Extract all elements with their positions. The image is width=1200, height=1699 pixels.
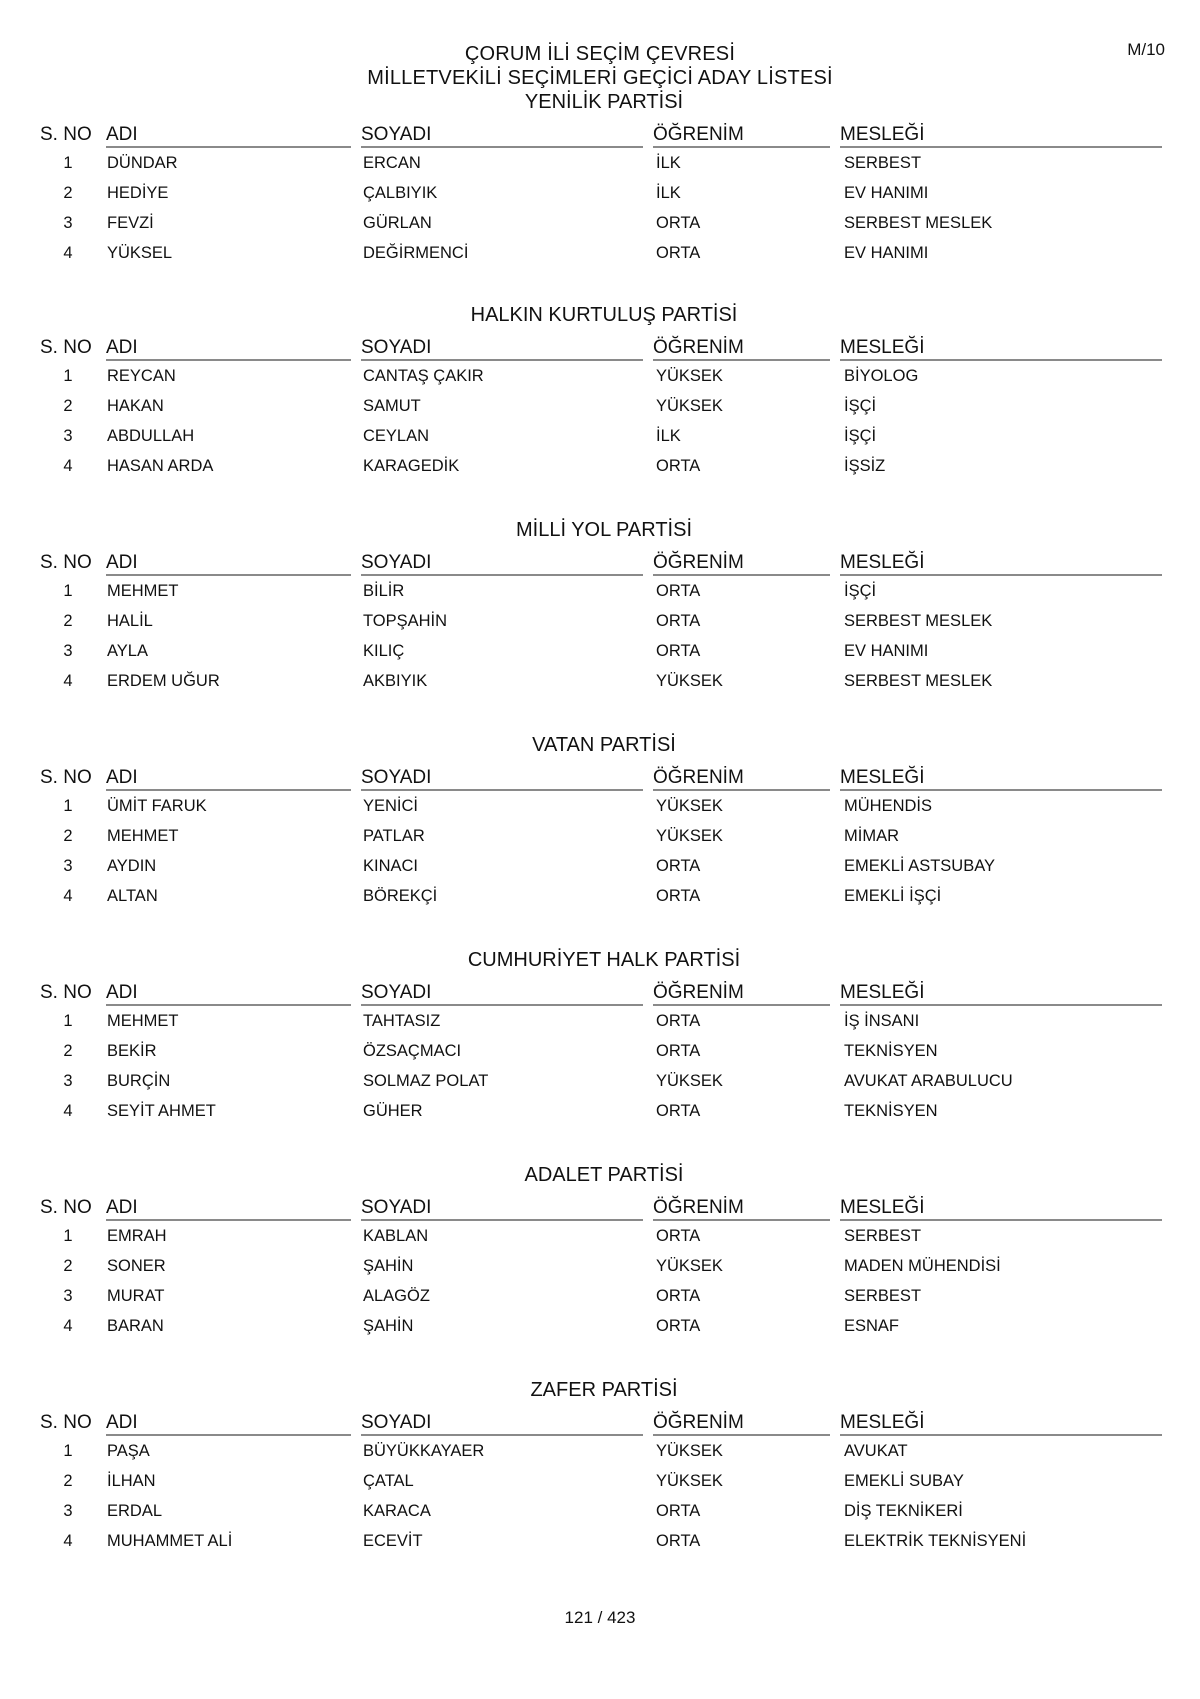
header-sno: S. NO bbox=[40, 337, 92, 358]
cell-sno: 2 bbox=[63, 826, 73, 845]
cell-surname: KARACA bbox=[363, 1501, 431, 1520]
cell-occupation: EMEKLİ İŞÇİ bbox=[844, 886, 942, 905]
cell-education: İLK bbox=[656, 426, 681, 445]
table-row bbox=[40, 851, 1168, 881]
cell-occupation: AVUKAT bbox=[844, 1441, 908, 1460]
cell-surname: BİLİR bbox=[363, 581, 405, 600]
header-name: ADI bbox=[106, 124, 351, 148]
cell-education: ORTA bbox=[656, 243, 701, 262]
cell-education: İLK bbox=[656, 153, 681, 172]
cell-sno: 4 bbox=[63, 671, 73, 690]
cell-occupation: TEKNİSYEN bbox=[844, 1041, 938, 1060]
header-surname: SOYADI bbox=[361, 1197, 643, 1221]
cell-occupation: EMEKLİ ASTSUBAY bbox=[844, 856, 995, 875]
header-education: ÖĞRENİM bbox=[653, 767, 830, 791]
cell-name: MURAT bbox=[107, 1286, 165, 1305]
party-section bbox=[40, 1378, 1168, 1556]
cell-sno: 4 bbox=[63, 1531, 73, 1550]
cell-name: HASAN ARDA bbox=[107, 456, 214, 475]
header-education: ÖĞRENİM bbox=[653, 337, 830, 361]
cell-surname: GÜHER bbox=[363, 1101, 423, 1120]
cell-name: HEDİYE bbox=[107, 183, 169, 202]
table-row bbox=[40, 636, 1168, 666]
table-header bbox=[40, 982, 1168, 1006]
header-education: ÖĞRENİM bbox=[653, 124, 830, 148]
cell-sno: 3 bbox=[63, 1071, 73, 1090]
cell-occupation: ESNAF bbox=[844, 1316, 900, 1335]
cell-name: SONER bbox=[107, 1256, 166, 1275]
cell-occupation: TEKNİSYEN bbox=[844, 1101, 938, 1120]
cell-name: ERDAL bbox=[107, 1501, 163, 1520]
cell-sno: 2 bbox=[63, 1471, 73, 1490]
cell-sno: 1 bbox=[63, 366, 73, 385]
table-row bbox=[40, 1496, 1168, 1526]
cell-surname: TAHTASIZ bbox=[363, 1011, 441, 1030]
header-list-title: MİLLETVEKİLİ SEÇİMLERİ GEÇİCİ ADAY LİSTESİ bbox=[367, 67, 833, 89]
cell-occupation: İŞÇİ bbox=[844, 581, 877, 600]
cell-occupation: İŞ İNSANI bbox=[844, 1011, 920, 1030]
cell-sno: 4 bbox=[63, 1316, 73, 1335]
cell-surname: CEYLAN bbox=[363, 426, 430, 445]
cell-name: SEYİT AHMET bbox=[107, 1101, 216, 1120]
cell-sno: 4 bbox=[63, 456, 73, 475]
table-row bbox=[40, 361, 1168, 391]
party-section bbox=[40, 90, 1168, 268]
header-sno: S. NO bbox=[40, 1412, 92, 1433]
cell-name: HAKAN bbox=[107, 396, 164, 415]
cell-education: ORTA bbox=[656, 1531, 701, 1550]
cell-sno: 1 bbox=[63, 1226, 73, 1245]
cell-surname: CANTAŞ ÇAKIR bbox=[363, 366, 484, 385]
page-number: 121 / 423 bbox=[564, 1608, 636, 1627]
table-row bbox=[40, 881, 1168, 911]
cell-education: ORTA bbox=[656, 1226, 701, 1245]
cell-occupation: AVUKAT ARABULUCU bbox=[844, 1071, 1013, 1090]
table-row bbox=[40, 1281, 1168, 1311]
header-occupation: MESLEĞİ bbox=[840, 767, 1162, 791]
header-name: ADI bbox=[106, 552, 351, 576]
header-education: ÖĞRENİM bbox=[653, 1412, 830, 1436]
party-section bbox=[40, 303, 1168, 481]
cell-sno: 2 bbox=[63, 611, 73, 630]
table-row bbox=[40, 606, 1168, 636]
header-occupation: MESLEĞİ bbox=[840, 337, 1162, 361]
cell-name: AYDIN bbox=[107, 856, 157, 875]
cell-occupation: MİMAR bbox=[844, 826, 899, 845]
cell-surname: PATLAR bbox=[363, 826, 425, 845]
table-header bbox=[40, 1412, 1168, 1436]
cell-occupation: MÜHENDİS bbox=[844, 796, 933, 815]
cell-occupation: DİŞ TEKNİKERİ bbox=[844, 1501, 963, 1520]
table-row bbox=[40, 208, 1168, 238]
cell-surname: DEĞİRMENCİ bbox=[363, 243, 469, 262]
cell-education: ORTA bbox=[656, 1316, 701, 1335]
cell-surname: TOPŞAHİN bbox=[363, 611, 448, 630]
table-row bbox=[40, 666, 1168, 696]
party-title: HALKIN KURTULUŞ PARTİSİ bbox=[470, 304, 738, 326]
cell-surname: GÜRLAN bbox=[363, 213, 432, 232]
cell-education: YÜKSEK bbox=[656, 796, 723, 815]
cell-education: YÜKSEK bbox=[656, 1071, 723, 1090]
cell-surname: SAMUT bbox=[363, 396, 421, 415]
cell-education: YÜKSEK bbox=[656, 826, 723, 845]
cell-sno: 1 bbox=[63, 1441, 73, 1460]
table-row bbox=[40, 1066, 1168, 1096]
cell-occupation: İŞÇİ bbox=[844, 396, 877, 415]
cell-occupation: SERBEST bbox=[844, 1286, 922, 1305]
header-surname: SOYADI bbox=[361, 337, 643, 361]
document-header bbox=[0, 42, 1200, 90]
table-row bbox=[40, 1036, 1168, 1066]
cell-name: İLHAN bbox=[107, 1471, 156, 1490]
cell-surname: ŞAHİN bbox=[363, 1316, 414, 1335]
party-section bbox=[40, 518, 1168, 696]
header-surname: SOYADI bbox=[361, 982, 643, 1006]
cell-surname: BÖREKÇİ bbox=[363, 886, 438, 905]
header-sno: S. NO bbox=[40, 982, 92, 1003]
party-title: YENİLİK PARTİSİ bbox=[524, 91, 684, 113]
table-row bbox=[40, 576, 1168, 606]
cell-education: YÜKSEK bbox=[656, 366, 723, 385]
header-education: ÖĞRENİM bbox=[653, 552, 830, 576]
cell-surname: YENİCİ bbox=[363, 796, 419, 815]
header-sno: S. NO bbox=[40, 552, 92, 573]
cell-education: ORTA bbox=[656, 886, 701, 905]
cell-surname: ERCAN bbox=[363, 153, 421, 172]
header-education: ÖĞRENİM bbox=[653, 1197, 830, 1221]
header-occupation: MESLEĞİ bbox=[840, 552, 1162, 576]
header-education: ÖĞRENİM bbox=[653, 982, 830, 1006]
cell-name: BARAN bbox=[107, 1316, 164, 1335]
cell-occupation: MADEN MÜHENDİSİ bbox=[844, 1256, 1001, 1275]
cell-surname: KINACI bbox=[363, 856, 419, 875]
cell-education: ORTA bbox=[656, 456, 701, 475]
cell-sno: 4 bbox=[63, 1101, 73, 1120]
cell-name: MEHMET bbox=[107, 826, 179, 845]
table-row bbox=[40, 1251, 1168, 1281]
header-name: ADI bbox=[106, 337, 351, 361]
table-row bbox=[40, 148, 1168, 178]
party-title: CUMHURİYET HALK PARTİSİ bbox=[467, 949, 741, 971]
cell-education: ORTA bbox=[656, 581, 701, 600]
party-title: MİLLİ YOL PARTİSİ bbox=[516, 519, 692, 541]
cell-name: EMRAH bbox=[107, 1226, 167, 1245]
header-occupation: MESLEĞİ bbox=[840, 1197, 1162, 1221]
header-name: ADI bbox=[106, 982, 351, 1006]
party-section bbox=[40, 733, 1168, 911]
cell-surname: KARAGEDİK bbox=[363, 456, 460, 475]
cell-education: ORTA bbox=[656, 856, 701, 875]
cell-name: ERDEM UĞUR bbox=[107, 671, 220, 690]
table-row bbox=[40, 1221, 1168, 1251]
cell-surname: ÇALBIYIK bbox=[363, 183, 438, 202]
header-sno: S. NO bbox=[40, 767, 92, 788]
party-section bbox=[40, 1163, 1168, 1341]
cell-sno: 3 bbox=[63, 1286, 73, 1305]
header-surname: SOYADI bbox=[361, 124, 643, 148]
cell-sno: 4 bbox=[63, 243, 73, 262]
cell-sno: 1 bbox=[63, 1011, 73, 1030]
cell-sno: 2 bbox=[63, 396, 73, 415]
header-constituency: ÇORUM İLİ SEÇİM ÇEVRESİ bbox=[464, 43, 736, 65]
cell-education: YÜKSEK bbox=[656, 1441, 723, 1460]
table-row bbox=[40, 1311, 1168, 1341]
cell-education: ORTA bbox=[656, 1286, 701, 1305]
cell-name: REYCAN bbox=[107, 366, 176, 385]
cell-sno: 3 bbox=[63, 213, 73, 232]
table-row bbox=[40, 1436, 1168, 1466]
cell-name: MEHMET bbox=[107, 1011, 179, 1030]
table-row bbox=[40, 421, 1168, 451]
header-sno: S. NO bbox=[40, 1197, 92, 1218]
page-code: M/10 bbox=[1127, 40, 1165, 59]
table-header bbox=[40, 337, 1168, 361]
party-section bbox=[40, 948, 1168, 1126]
table-row bbox=[40, 791, 1168, 821]
cell-sno: 4 bbox=[63, 886, 73, 905]
table-header bbox=[40, 767, 1168, 791]
cell-name: DÜNDAR bbox=[107, 153, 178, 172]
cell-name: ÜMİT FARUK bbox=[107, 796, 207, 815]
cell-name: BURÇİN bbox=[107, 1071, 171, 1090]
cell-name: ALTAN bbox=[107, 886, 158, 905]
cell-surname: KILIÇ bbox=[363, 641, 405, 660]
cell-name: AYLA bbox=[107, 641, 148, 660]
table-header bbox=[40, 124, 1168, 148]
cell-education: ORTA bbox=[656, 1011, 701, 1030]
cell-name: ABDULLAH bbox=[107, 426, 195, 445]
header-occupation: MESLEĞİ bbox=[840, 982, 1162, 1006]
table-header bbox=[40, 1197, 1168, 1221]
cell-sno: 2 bbox=[63, 183, 73, 202]
cell-surname: ŞAHİN bbox=[363, 1256, 414, 1275]
cell-occupation: SERBEST MESLEK bbox=[844, 611, 993, 630]
table-row bbox=[40, 1096, 1168, 1126]
cell-sno: 1 bbox=[63, 796, 73, 815]
cell-occupation: EV HANIMI bbox=[844, 243, 929, 262]
cell-occupation: BİYOLOG bbox=[844, 366, 919, 385]
table-row bbox=[40, 1526, 1168, 1556]
table-row bbox=[40, 1466, 1168, 1496]
cell-occupation: SERBEST bbox=[844, 153, 922, 172]
cell-name: MEHMET bbox=[107, 581, 179, 600]
cell-education: ORTA bbox=[656, 1101, 701, 1120]
cell-surname: AKBIYIK bbox=[363, 671, 428, 690]
header-surname: SOYADI bbox=[361, 552, 643, 576]
cell-surname: KABLAN bbox=[363, 1226, 429, 1245]
cell-name: FEVZİ bbox=[107, 213, 154, 232]
cell-surname: ALAGÖZ bbox=[363, 1286, 430, 1305]
header-name: ADI bbox=[106, 1412, 351, 1436]
cell-name: YÜKSEL bbox=[107, 243, 173, 262]
cell-education: YÜKSEK bbox=[656, 1256, 723, 1275]
cell-sno: 3 bbox=[63, 1501, 73, 1520]
cell-occupation: İŞÇİ bbox=[844, 426, 877, 445]
table-row bbox=[40, 1006, 1168, 1036]
table-row bbox=[40, 178, 1168, 208]
cell-education: ORTA bbox=[656, 1041, 701, 1060]
header-occupation: MESLEĞİ bbox=[840, 124, 1162, 148]
cell-occupation: EMEKLİ SUBAY bbox=[844, 1471, 964, 1490]
cell-sno: 3 bbox=[63, 426, 73, 445]
cell-sno: 3 bbox=[63, 641, 73, 660]
header-name: ADI bbox=[106, 1197, 351, 1221]
table-row bbox=[40, 821, 1168, 851]
cell-surname: ECEVİT bbox=[363, 1531, 423, 1550]
cell-surname: BÜYÜKKAYAER bbox=[363, 1441, 485, 1460]
cell-sno: 3 bbox=[63, 856, 73, 875]
table-row bbox=[40, 238, 1168, 268]
cell-name: BEKİR bbox=[107, 1041, 157, 1060]
cell-education: YÜKSEK bbox=[656, 396, 723, 415]
header-surname: SOYADI bbox=[361, 1412, 643, 1436]
cell-occupation: SERBEST MESLEK bbox=[844, 213, 993, 232]
cell-sno: 2 bbox=[63, 1256, 73, 1275]
party-title: VATAN PARTİSİ bbox=[532, 734, 676, 756]
cell-sno: 2 bbox=[63, 1041, 73, 1060]
cell-education: ORTA bbox=[656, 1501, 701, 1520]
cell-occupation: SERBEST bbox=[844, 1226, 922, 1245]
header-sno: S. NO bbox=[40, 124, 92, 145]
cell-education: ORTA bbox=[656, 213, 701, 232]
table-row bbox=[40, 391, 1168, 421]
cell-name: MUHAMMET ALİ bbox=[107, 1531, 233, 1550]
party-title: ZAFER PARTİSİ bbox=[530, 1379, 678, 1401]
cell-occupation: SERBEST MESLEK bbox=[844, 671, 993, 690]
header-name: ADI bbox=[106, 767, 351, 791]
cell-education: İLK bbox=[656, 183, 681, 202]
cell-name: PAŞA bbox=[107, 1441, 150, 1460]
cell-occupation: ELEKTRİK TEKNİSYENİ bbox=[844, 1531, 1027, 1550]
cell-surname: SOLMAZ POLAT bbox=[363, 1071, 489, 1090]
cell-name: HALİL bbox=[107, 611, 153, 630]
header-surname: SOYADI bbox=[361, 767, 643, 791]
cell-occupation: İŞSİZ bbox=[844, 456, 886, 475]
cell-education: YÜKSEK bbox=[656, 1471, 723, 1490]
cell-surname: ÇATAL bbox=[363, 1471, 414, 1490]
cell-sno: 1 bbox=[63, 153, 73, 172]
table-header bbox=[40, 552, 1168, 576]
cell-occupation: EV HANIMI bbox=[844, 183, 929, 202]
table-row bbox=[40, 451, 1168, 481]
cell-education: ORTA bbox=[656, 641, 701, 660]
cell-education: YÜKSEK bbox=[656, 671, 723, 690]
header-occupation: MESLEĞİ bbox=[840, 1412, 1162, 1436]
party-title: ADALET PARTİSİ bbox=[524, 1164, 684, 1186]
cell-sno: 1 bbox=[63, 581, 73, 600]
cell-occupation: EV HANIMI bbox=[844, 641, 929, 660]
cell-surname: ÖZSAÇMACI bbox=[363, 1041, 462, 1060]
cell-education: ORTA bbox=[656, 611, 701, 630]
